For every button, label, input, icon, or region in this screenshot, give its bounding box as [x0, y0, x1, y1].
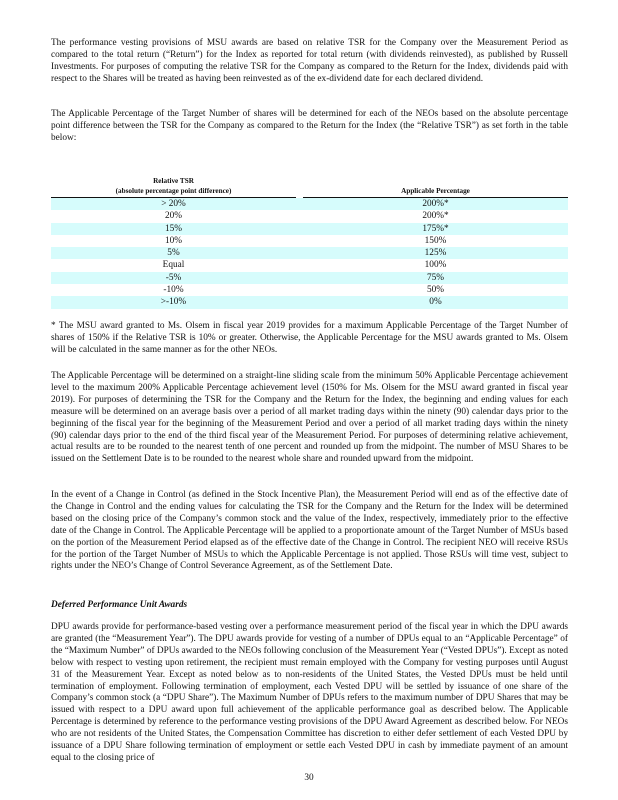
- table-row: 10% 150%: [164, 235, 447, 246]
- paragraph-sliding-scale: The Applicable Percentage will be determined on a straight-line sliding scale from the minimum 50% Applicable Percentage achievement level to the maximum 200% Applicable Percentage achievement level (150% for Ms. Olsem for the MSU award granted in fiscal year 2019). For purposes of determining the TSR for the Company and the Return for the Index, the beginning and ending values for each measure will be determined on an average basis over a period of all market trading days within the ninety (90) calendar days prior to the beginning of the fiscal year for the beginning of the Measurement Period and over a period of all market trading days within the ninety (90) calendar days prior to the end of the third fiscal year of the Measurement Period. For purposes of determining relative achievement, actual results are to be rounded to the nearest tenth of one percent and rounded up from the midpoint. The number of MSU Shares to be issued on the Settlement Date is to be rounded to the nearest whole share and rounded upward from the midpoint.: [51, 371, 568, 465]
- header-relative-tsr: Relative TSR (absolute percentage point difference): [115, 177, 232, 195]
- section-heading-dpu: Deferred Performance Unit Awards: [51, 600, 188, 610]
- table-row: 5% 125%: [51, 247, 568, 259]
- page-number: 30: [304, 773, 314, 783]
- table-row: > 20% 200%*: [51, 198, 568, 210]
- table-row: Equal 100%: [162, 260, 447, 271]
- header-applicable-percentage: Applicable Percentage: [401, 187, 470, 195]
- table-header: [51, 176, 568, 198]
- paragraph-msu-vesting: The performance vesting provisions of MSU awards are based on relative TSR for the Company over the Measurement Period as compared to the total return (“Return”) for the Index as reported for total return (with dividends reinvested), as published by Russell Investments. For purposes of computing the relative TSR for the Company as compared to the Return for the Index, dividends paid with respect to the Shares will be treated as having been reinvested as of the ex-dividend date for each declared dividend.: [51, 38, 568, 84]
- paragraph-applicable-percentage: The Applicable Percentage of the Target Number of shares will be determined for each of the NEOs based on the absolute percentage point difference between the TSR for the Company as compared to the Return for the Index (the “Relative TSR”) as set forth in the table below:: [51, 109, 568, 143]
- table-footnote: * The MSU award granted to Ms. Olsem in fiscal year 2019 provides for a maximum Applicable Percentage of the Target Number of shares of 150% if the Relative TSR is 10% or greater. Otherwise, the Applicable Percentage for the MSU awards granted to Ms. Olsem will be calculated in the same manner as for the other NEOs.: [51, 321, 568, 355]
- relative-tsr-table: [51, 176, 568, 309]
- paragraph-change-in-control: In the event of a Change in Control (as defined in the Stock Incentive Plan), the Measurement Period will end as of the effective date of the Change in Control and the ending values for calculating the TSR for the Company and the Return for the Index will be determined based on the closing price of the Company’s common stock and the value of the Index, respectively, immediately prior to the effective date of the Change in Control. The Applicable Percentage will be applied to a proportionate amount of the Target Number of MSUs based on the portion of the Measurement Period elapsed as of the effective date of the Change in Control. The recipient NEO will receive RSUs for the portion of the Target Number of MSUs to which the Applicable Percentage is not applied. Those RSUs will time vest, subject to rights under the NEO’s Change of Control Severance Agreement, as of the Settlement Date.: [51, 490, 568, 572]
- table-row: 20% 200%*: [164, 211, 449, 222]
- table-row: 15% 175%*: [51, 223, 568, 235]
- table-row: >-10% 0%: [51, 296, 568, 308]
- table-row: -10% 50%: [163, 285, 445, 296]
- table-row: -5% 75%: [51, 272, 568, 284]
- paragraph-dpu-awards: DPU awards provide for performance-based vesting over a performance measurement period of the fiscal year in which the DPU awards are granted (the “Measurement Year”). The DPU awards provide for vesting of a number of DPUs equal to an “Applicable Percentage” of the “Maximum Number” of DPUs awarded to the NEOs following conclusion of the Measurement Year (“Vested DPUs”). Except as noted below with respect to vesting upon retirement, the recipient must remain employed with the Company for vesting purposes until August 31 of the Measurement Year. Except as noted below as to non-residents of the United States, the Vested DPUs must be held until termination of employment. Following termination of employment, each Vested DPU will be settled by issuance of one share of the Company’s common stock (a “DPU Share”). The Maximum Number of DPUs refers to the maximum number of DPU Shares that may be issued with respect to a DPU award upon full achievement of the applicable performance goal as described below. The Applicable Percentage is determined by reference to the performance vesting provisions of the DPU Award Agreement as described below. For NEOs who are not residents of the United States, the Compensation Committee has discretion to either defer settlement of each Vested DPU by issuance of a DPU Share following termination of employment or settle each Vested DPU in cash by immediate payment of an amount equal to the closing price of: [51, 622, 568, 763]
